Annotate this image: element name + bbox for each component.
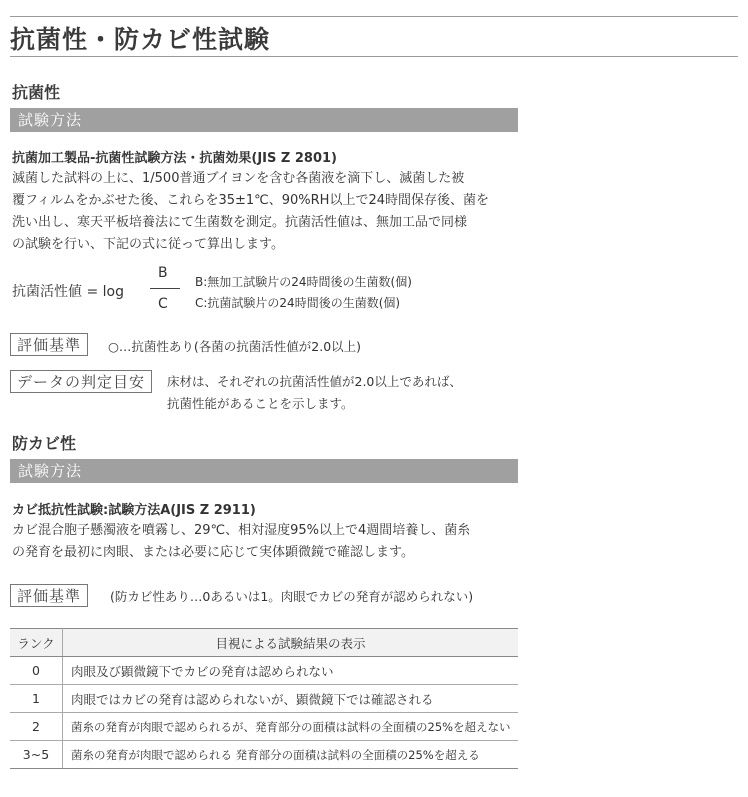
judgement-text-line: 抗菌性能があることを示します。 xyxy=(167,396,354,411)
formula-legend-b: B:無加工試験片の24時間後の生菌数(個) xyxy=(195,275,412,289)
top-divider xyxy=(10,16,738,17)
fraction-line xyxy=(150,288,180,289)
table-row xyxy=(10,685,518,713)
antibacterial-body xyxy=(12,168,520,256)
body-line: 覆フィルムをかぶせた後、これらを35±1℃、90%RH以上で24時間保存後、菌を xyxy=(12,193,489,208)
body-line: の試験を行い、下記の式に従って算出します。 xyxy=(12,237,284,252)
table-row xyxy=(10,657,518,685)
body-line: カビ混合胞子懸濁液を噴霧し、29℃、相対湿度95%以上で4週間培養し、菌糸 xyxy=(12,523,471,538)
body-line: の発育を最初に肉眼、または必要に応じて実体顕微鏡で確認します。 xyxy=(12,545,414,560)
antibacterial-criteria-text: ○…抗菌性あり(各菌の抗菌活性値が2.0以上) xyxy=(108,339,362,354)
result-cell: 菌糸の発育が肉眼で認められる 発育部分の面積は試料の全面積の25%を超える xyxy=(63,741,519,769)
antimold-body xyxy=(12,520,520,564)
table-row xyxy=(10,713,518,741)
rank-column-header: ランク xyxy=(10,629,63,657)
formula-legend-c: C:抗菌試験片の24時間後の生菌数(個) xyxy=(195,296,401,310)
rank-cell: 3~5 xyxy=(10,741,63,769)
antimold-criteria-label: 評価基準 xyxy=(10,584,88,607)
formula-denominator: C xyxy=(158,296,168,312)
body-line: 洗い出し、寒天平板培養法にて生菌数を測定。抗菌活性値は、無加工品で同様 xyxy=(12,215,468,230)
result-column-header: 目視による試験結果の表示 xyxy=(63,629,519,657)
antibacterial-subtitle: 抗菌加工製品-抗菌性試験方法・抗菌効果(JIS Z 2801) xyxy=(12,151,337,166)
result-cell: 菌糸の発育が肉眼で認められるが、発育部分の面積は試料の全面積の25%を超えない xyxy=(63,713,519,741)
antibacterial-criteria-label: 評価基準 xyxy=(10,333,88,356)
antimold-method-bar: 試験方法 xyxy=(10,459,518,483)
rank-table xyxy=(10,628,518,769)
antibacterial-method-bar: 試験方法 xyxy=(10,108,518,132)
result-cell: 肉眼及び顕微鏡下でカビの発育は認められない xyxy=(63,657,519,685)
table-header-row xyxy=(10,629,518,657)
result-cell: 肉眼ではカビの発育は認められないが、顕微鏡下では確認される xyxy=(63,685,519,713)
body-line: 滅菌した試料の上に、1/500普通ブイヨンを含む各菌液を滴下し、滅菌した被 xyxy=(12,171,465,186)
table-row xyxy=(10,741,518,769)
antimold-subtitle: カビ抵抗性試験:試験方法A(JIS Z 2911) xyxy=(12,503,256,518)
antibacterial-heading: 抗菌性 xyxy=(12,83,61,102)
judgement-label: データの判定目安 xyxy=(10,370,152,393)
judgement-text-line: 床材は、それぞれの抗菌活性値が2.0以上であれば、 xyxy=(167,374,462,389)
formula-label: 抗菌活性値 = log xyxy=(12,284,124,300)
antimold-heading: 防カビ性 xyxy=(12,434,77,453)
page-title: 抗菌性・防カビ性試験 xyxy=(10,25,271,54)
rank-cell: 2 xyxy=(10,713,63,741)
title-divider xyxy=(10,56,738,57)
rank-cell: 1 xyxy=(10,685,63,713)
antimold-criteria-text: (防カビ性あり…0あるいは1。肉眼でカビの発育が認められない) xyxy=(110,589,474,604)
rank-cell: 0 xyxy=(10,657,63,685)
formula-numerator: B xyxy=(158,265,168,281)
